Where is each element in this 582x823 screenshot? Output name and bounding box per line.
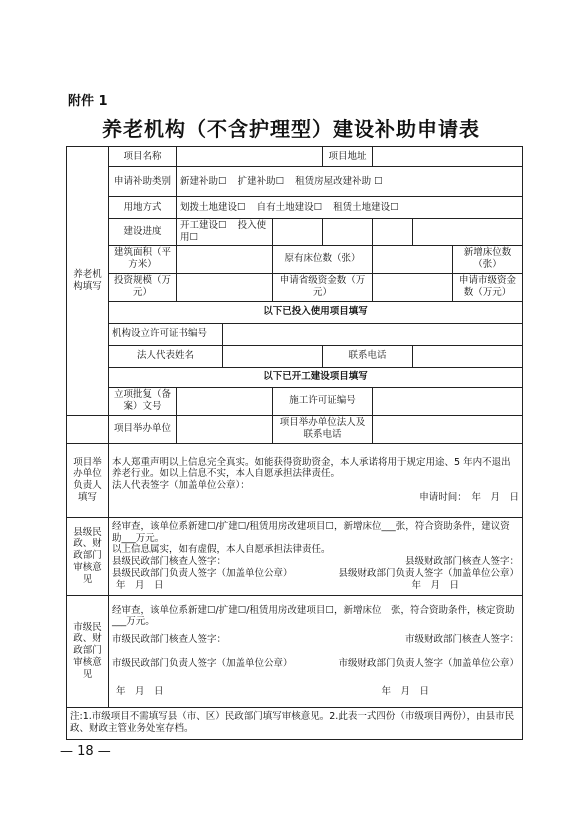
city-civil-date: 年 月 日 bbox=[116, 686, 164, 698]
applicant-pledge-text: 本人郑重声明以上信息完全真实。如能获得资助资金，本人承诺将用于规定用途、5 年内不退出养老行业。如以上信息不实，本人自愿承担法律责任。 bbox=[112, 456, 511, 480]
subsidy-new-checkbox[interactable]: 新建补助☐ bbox=[180, 175, 227, 187]
progress-options[interactable] bbox=[177, 219, 273, 246]
in-use-section-header: 以下已投入使用项目填写 bbox=[109, 301, 523, 323]
legal-rep-field[interactable] bbox=[223, 345, 323, 367]
applicant-sign-label[interactable]: 法人代表签字（加盖单位公章）： bbox=[112, 480, 250, 492]
permit-no-field[interactable] bbox=[373, 387, 523, 415]
county-civil-date: 年 月 日 bbox=[116, 580, 164, 591]
progress-label: 建设进度 bbox=[109, 219, 177, 246]
progress-inuse-checkbox[interactable]: 投入使用☐ bbox=[180, 220, 267, 243]
project-name-label: 项目名称 bbox=[109, 147, 177, 167]
section-city-label: 市级民政、财政部门审核意见 bbox=[67, 595, 109, 707]
applicant-pledge-cell bbox=[109, 443, 523, 517]
county-finance-date: 年 月 日 bbox=[411, 580, 460, 591]
phone-field[interactable] bbox=[413, 345, 523, 367]
subsidy-type-label: 申请补助类别 bbox=[109, 167, 177, 197]
county-civil-head-sign[interactable]: 县级民政部门负责人签字（加盖单位公章） bbox=[112, 568, 293, 580]
county-finance-reviewer-sign[interactable]: 县级财政部门核查人签字： bbox=[405, 556, 520, 568]
progress-blank-1 bbox=[273, 219, 323, 246]
section-applicant-label: 项目举办单位负责人填写 bbox=[67, 443, 109, 517]
land-allocated-checkbox[interactable]: 划拨土地建设☐ bbox=[180, 201, 246, 213]
prov-funds-field[interactable] bbox=[373, 273, 453, 301]
project-address-field[interactable] bbox=[373, 147, 523, 167]
subsidy-type-options[interactable] bbox=[177, 167, 523, 197]
land-use-options[interactable] bbox=[177, 197, 523, 219]
sponsor-label: 项目举办单位 bbox=[109, 415, 177, 443]
started-section-header: 以下已开工建设项目填写 bbox=[109, 367, 523, 387]
section-org-label: 养老机构填写 bbox=[67, 147, 109, 416]
project-name-field[interactable] bbox=[177, 147, 323, 167]
license-no-field[interactable] bbox=[223, 323, 523, 345]
city-finance-date: 年 月 日 bbox=[381, 686, 430, 698]
progress-blank-3 bbox=[373, 219, 413, 246]
city-civil-head-sign[interactable]: 市级民政部门负责人签字（加盖单位公章） bbox=[112, 658, 293, 670]
approval-no-label: 立项批复（备案）文号 bbox=[109, 387, 177, 415]
form-note: 注:1.市级项目不需填写县（市、区）民政部门填写审核意见。2.此表一式四份（市级项目两份），由县市民政、财政主管业务处室存档。 bbox=[67, 707, 523, 739]
progress-blank-2 bbox=[323, 219, 373, 246]
existing-beds-field[interactable] bbox=[373, 245, 453, 273]
land-use-label: 用地方式 bbox=[109, 197, 177, 219]
city-review-text: 经审查，该单位系新建☐/扩建☐/租赁用房改建项目☐，新增床位 张，符合资助条件，核定资助___万元。 bbox=[112, 604, 515, 628]
applicant-date[interactable]: 申请时间： 年 月 日 bbox=[419, 492, 520, 504]
phone-label: 联系电话 bbox=[323, 345, 413, 367]
attachment-label: 附件 1 bbox=[68, 94, 108, 109]
prov-funds-label: 申请省级资金数（万元） bbox=[273, 273, 373, 301]
page-number: — 18 — bbox=[60, 744, 111, 759]
building-area-label: 建筑面积（平方米） bbox=[109, 245, 177, 273]
land-leased-checkbox[interactable]: 租赁土地建设☐ bbox=[333, 201, 399, 213]
existing-beds-label: 原有床位数（张） bbox=[273, 245, 373, 273]
subsidy-expand-checkbox[interactable]: 扩建补助☐ bbox=[237, 175, 285, 187]
city-finance-head-sign[interactable]: 市级财政部门负责人签字（加盖单位公章） bbox=[338, 658, 520, 670]
county-review-text: 经审查，该单位系新建☐/扩建☐/租赁用房改建项目☐，新增床位___张，符合资助条件，建议资助___万元。 bbox=[112, 520, 510, 544]
city-civil-reviewer-sign[interactable]: 市级民政部门核查人签字： bbox=[112, 634, 227, 646]
progress-started-checkbox[interactable]: 开工建设☐ bbox=[180, 220, 227, 231]
progress-blank-4 bbox=[413, 219, 523, 246]
land-owned-checkbox[interactable]: 自有土地建设☐ bbox=[256, 201, 323, 213]
invest-scale-label: 投资规模（万元） bbox=[109, 273, 177, 301]
city-finance-reviewer-sign[interactable]: 市级财政部门核查人签字： bbox=[405, 634, 520, 646]
county-opinion-cell bbox=[109, 517, 523, 595]
application-form-table bbox=[66, 146, 523, 740]
subsidy-rental-checkbox[interactable]: 租赁房屋改建补助 ☐ bbox=[295, 175, 383, 187]
county-liability-text: 以上信息属实，如有虚假，本人自愿承担法律责任。 bbox=[112, 544, 331, 556]
permit-no-label: 施工许可证编号 bbox=[273, 387, 373, 415]
org-section-spacer bbox=[67, 415, 109, 443]
section-county-label: 县级民政、财政部门审核意见 bbox=[67, 517, 109, 595]
county-civil-reviewer-sign[interactable]: 县级民政部门核查人签字： bbox=[112, 556, 227, 568]
new-beds-label: 新增床位数（张） bbox=[453, 245, 523, 273]
building-area-field[interactable] bbox=[177, 245, 273, 273]
sponsor-rep-field[interactable] bbox=[373, 415, 523, 443]
approval-no-field[interactable] bbox=[177, 387, 273, 415]
city-opinion-cell bbox=[109, 595, 523, 707]
license-no-label: 机构设立许可证书编号 bbox=[109, 323, 223, 345]
county-finance-head-sign[interactable]: 县级财政部门负责人签字（加盖单位公章） bbox=[338, 568, 520, 580]
sponsor-rep-label: 项目举办单位法人及联系电话 bbox=[273, 415, 373, 443]
legal-rep-label: 法人代表姓名 bbox=[109, 345, 223, 367]
project-address-label: 项目地址 bbox=[323, 147, 373, 167]
sponsor-field[interactable] bbox=[177, 415, 273, 443]
city-funds-label: 申请市级资金数（万元） bbox=[453, 273, 523, 301]
invest-scale-field[interactable] bbox=[177, 273, 273, 301]
form-title: 养老机构（不含护理型）建设补助申请表 bbox=[102, 117, 480, 141]
